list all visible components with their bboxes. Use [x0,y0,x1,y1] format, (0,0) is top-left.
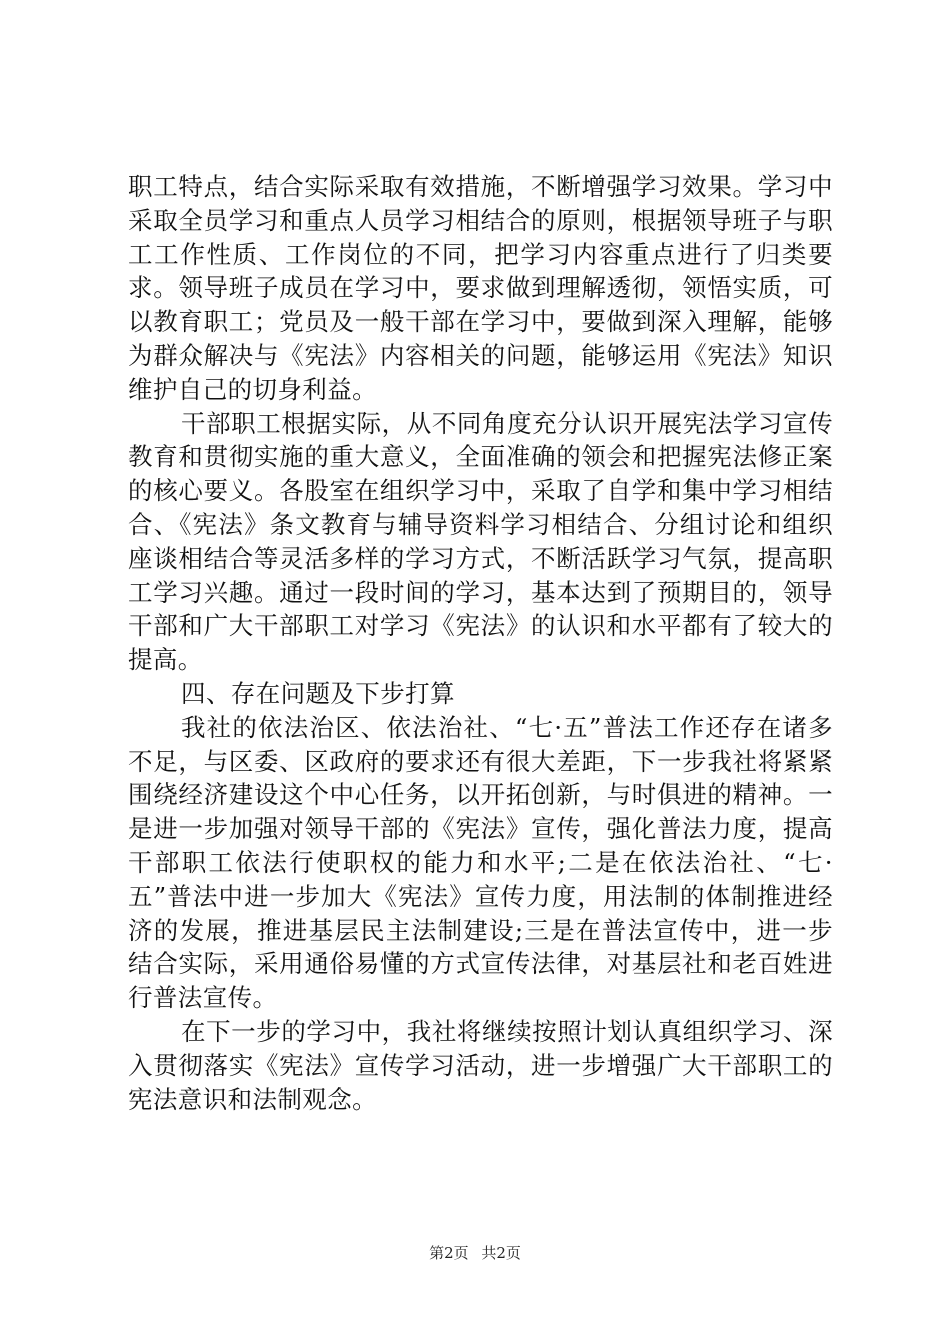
document-body [128,170,833,1116]
paragraph-continuation: 职工特点，结合实际采取有效措施，不断增强学习效果。学习中采取全员学习和重点人员学习相结合的原则，根据领导班子与职工工作性质、工作岗位的不同，把学习内容重点进行了归类要求。领导班子成员在学习中，要求做到理解透彻，领悟实质，可以教育职工；党员及一般干部在学习中，要做到深入理解，能够为群众解决与《宪法》内容相关的问题，能够运用《宪法》知识维护自己的切身利益。 [128,172,833,404]
paragraph-study-methods: 干部职工根据实际，从不同角度充分认识开展宪法学习宣传教育和贯彻实施的重大意义，全面准确的领会和把握宪法修正案的核心要义。各股室在组织学习中，采取了自学和集中学习相结合、《宪法》条文教育与辅导资料学习相结合、分组讨论和组织座谈相结合等灵活多样的学习方式，不断活跃学习气氛，提高职工学习兴趣。通过一段时间的学习，基本达到了预期目的，领导干部和广大干部职工对学习《宪法》的认识和水平都有了较大的提高。 [128,408,833,675]
paragraph-next-steps: 在下一步的学习中，我社将继续按照计划认真组织学习、深入贯彻落实《宪法》宣传学习活动，进一步增强广大干部职工的宪法意识和法制观念。 [128,1016,833,1114]
page-number: 第2页 [429,1244,469,1262]
page-total: 共2页 [481,1244,521,1262]
page-footer [0,1243,950,1263]
section-heading: 四、存在问题及下步打算 [181,678,455,708]
paragraph-problems-plans: 我社的依法治区、依法治社、“七·五”普法工作还存在诸多不足，与区委、区政府的要求还有很大差距，下一步我社将紧紧围绕经济建设这个中心任务，以开拓创新，与时俱进的精神。一是进一步加强对领导干部的《宪法》宣传，强化普法力度，提高干部职工依法行使职权的能力和水平;二是在依法治社、“七·五”普法中进一步加大《宪法》宣传力度，用法制的体制推进经济的发展，推进基层民主法制建设;三是在普法宣传中，进一步结合实际，采用通俗易懂的方式宣传法律，对基层社和老百姓进行普法宣传。 [128,712,833,1013]
